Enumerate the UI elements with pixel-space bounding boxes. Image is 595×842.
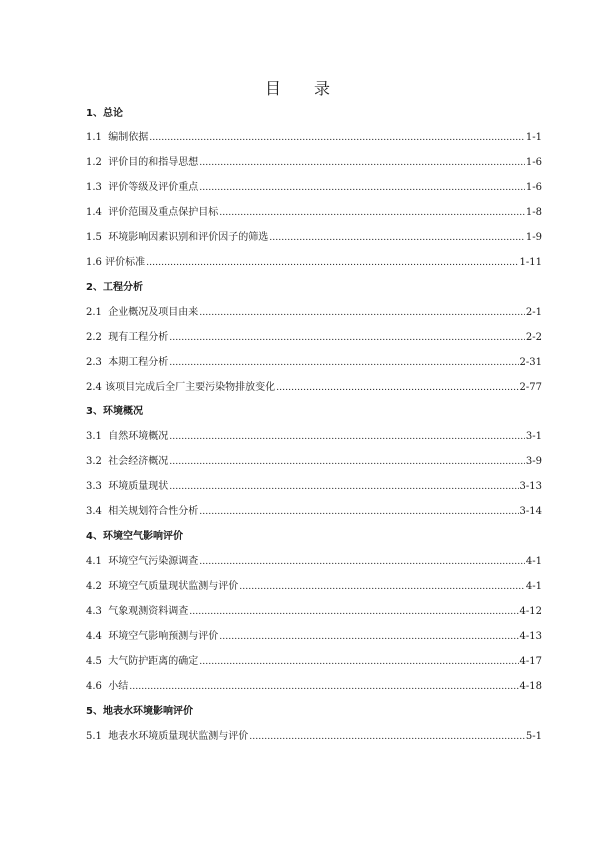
toc-entry[interactable]: 5.1 地表水环境质量现状监测与评价 ………………………………………………………………………………………………………………………………………………………………………………………………………………………… 5-1 bbox=[86, 727, 542, 743]
toc-entry[interactable]: 4.5 大气防护距离的确定 ………………………………………………………………………………………………………………………………………………………………………………………………………………………… 4-17 bbox=[86, 652, 542, 668]
page-number: 1-6 bbox=[525, 157, 542, 168]
page-number: 3-9 bbox=[525, 456, 542, 467]
toc-entry[interactable]: 1.3 评价等级及评价重点 ………………………………………………………………………………………………………………………………………………………………………………………………………………………… 1-6 bbox=[86, 178, 542, 194]
toc-entry[interactable]: 4.3 气象观测资料调查 ………………………………………………………………………………………………………………………………………………………………………………………………………………………… 4-12 bbox=[86, 602, 542, 618]
page-number: 1-9 bbox=[525, 232, 542, 243]
page-number: 1-1 bbox=[525, 132, 542, 143]
leader-dots bbox=[199, 182, 525, 194]
page-number: 2-1 bbox=[525, 307, 542, 318]
toc-section-heading: 2、工程分析 bbox=[86, 282, 143, 293]
toc-section-heading: 1、总论 bbox=[86, 108, 123, 119]
page-number: 2-2 bbox=[525, 332, 542, 343]
toc-entry[interactable]: 3.1 自然环境概况 ………………………………………………………………………………………………………………………………………………………………………………………………………………………… 3-1 bbox=[86, 427, 542, 443]
leader-dots bbox=[149, 132, 525, 144]
leader-dots bbox=[146, 257, 518, 269]
leader-dots bbox=[199, 556, 525, 568]
toc-section-heading: 5、地表水环境影响评价 bbox=[86, 706, 193, 717]
toc-entry[interactable]: 1.6 评价标准 ………………………………………………………………………………………………………………………………………………………………………………………………………………………… 1-11 bbox=[86, 253, 542, 269]
toc-entry[interactable]: 1.2 评价目的和指导思想 ………………………………………………………………………………………………………………………………………………………………………………………………………………………… 1-6 bbox=[86, 153, 542, 169]
page-title: 目 录 bbox=[264, 79, 345, 98]
leader-dots bbox=[169, 357, 518, 369]
leader-dots bbox=[269, 232, 525, 244]
page-number: 1-6 bbox=[525, 182, 542, 193]
page-number: 4-17 bbox=[519, 656, 542, 667]
toc-entry[interactable]: 3.2 社会经济概况 ………………………………………………………………………………………………………………………………………………………………………………………………………………………… 3-9 bbox=[86, 452, 542, 468]
leader-dots bbox=[219, 631, 518, 643]
toc-section-heading: 4、环境空气影响评价 bbox=[86, 531, 183, 542]
toc-entry[interactable]: 2.4 该项目完成后全厂主要污染物排放变化 ………………………………………………………………………………………………………………………………………………………………………………………………………………………… 2-77 bbox=[86, 378, 542, 394]
page-number: 5-1 bbox=[525, 731, 542, 742]
toc-entry[interactable]: 4.2 环境空气质量现状监测与评价 ………………………………………………………………………………………………………………………………………………………………………………………………………………………… 4-1 bbox=[86, 577, 542, 593]
page-number: 4-1 bbox=[525, 581, 542, 592]
toc-entry[interactable]: 2.3 本期工程分析 ………………………………………………………………………………………………………………………………………………………………………………………………………………………… 2-31 bbox=[86, 353, 542, 369]
page-number: 2-77 bbox=[519, 382, 542, 393]
leader-dots bbox=[276, 382, 518, 394]
toc-entry[interactable]: 4.6 小结 ………………………………………………………………………………………………………………………………………………………………………………………………………………………… 4-18 bbox=[86, 677, 542, 693]
leader-dots bbox=[169, 332, 525, 344]
leader-dots bbox=[189, 606, 518, 618]
leader-dots bbox=[199, 157, 525, 169]
toc-entry[interactable]: 3.4 相关规划符合性分析 ………………………………………………………………………………………………………………………………………………………………………………………………………………………… 3-14 bbox=[86, 502, 542, 518]
page-number: 4-13 bbox=[519, 631, 542, 642]
leader-dots bbox=[169, 481, 518, 493]
leader-dots bbox=[199, 307, 525, 319]
page-number: 4-12 bbox=[519, 606, 542, 617]
leader-dots bbox=[199, 506, 518, 518]
toc-entry[interactable]: 3.3 环境质量现状 ………………………………………………………………………………………………………………………………………………………………………………………………………………………… 3-13 bbox=[86, 477, 542, 493]
leader-dots bbox=[129, 681, 518, 693]
leader-dots bbox=[199, 656, 518, 668]
leader-dots bbox=[169, 456, 525, 468]
page-number: 4-18 bbox=[519, 681, 542, 692]
toc-entry[interactable]: 4.1 环境空气污染源调查 ………………………………………………………………………………………………………………………………………………………………………………………………………………………… 4-1 bbox=[86, 552, 542, 568]
toc-entry[interactable]: 1.1 编制依据 ………………………………………………………………………………………………………………………………………………………………………………………………………………………… 1-1 bbox=[86, 128, 542, 144]
toc-entry[interactable]: 1.4 评价范围及重点保护目标 ………………………………………………………………………………………………………………………………………………………………………………………………………………………… 1-8 bbox=[86, 203, 542, 219]
leader-dots bbox=[249, 731, 525, 743]
toc-entry[interactable]: 1.5 环境影响因素识别和评价因子的筛选 ………………………………………………………………………………………………………………………………………………………………………………………………………………………… 1-9 bbox=[86, 228, 542, 244]
toc-entry[interactable]: 2.2 现有工程分析 ………………………………………………………………………………………………………………………………………………………………………………………………………………………… 2-2 bbox=[86, 328, 542, 344]
page-number: 3-14 bbox=[519, 506, 542, 517]
toc-entry[interactable]: 4.4 环境空气影响预测与评价 ………………………………………………………………………………………………………………………………………………………………………………………………………………………… 4-13 bbox=[86, 627, 542, 643]
page-number: 1-11 bbox=[519, 257, 542, 268]
toc-entry[interactable]: 2.1 企业概况及项目由来 ………………………………………………………………………………………………………………………………………………………………………………………………………………………… 2-1 bbox=[86, 303, 542, 319]
page-number: 3-1 bbox=[525, 431, 542, 442]
page-number: 2-31 bbox=[519, 357, 542, 368]
leader-dots bbox=[219, 207, 525, 219]
page-number: 1-8 bbox=[525, 207, 542, 218]
leader-dots bbox=[239, 581, 525, 593]
leader-dots bbox=[169, 431, 525, 443]
page-number: 3-13 bbox=[519, 481, 542, 492]
toc-section-heading: 3、环境概况 bbox=[86, 406, 143, 417]
page-number: 4-1 bbox=[525, 556, 542, 567]
